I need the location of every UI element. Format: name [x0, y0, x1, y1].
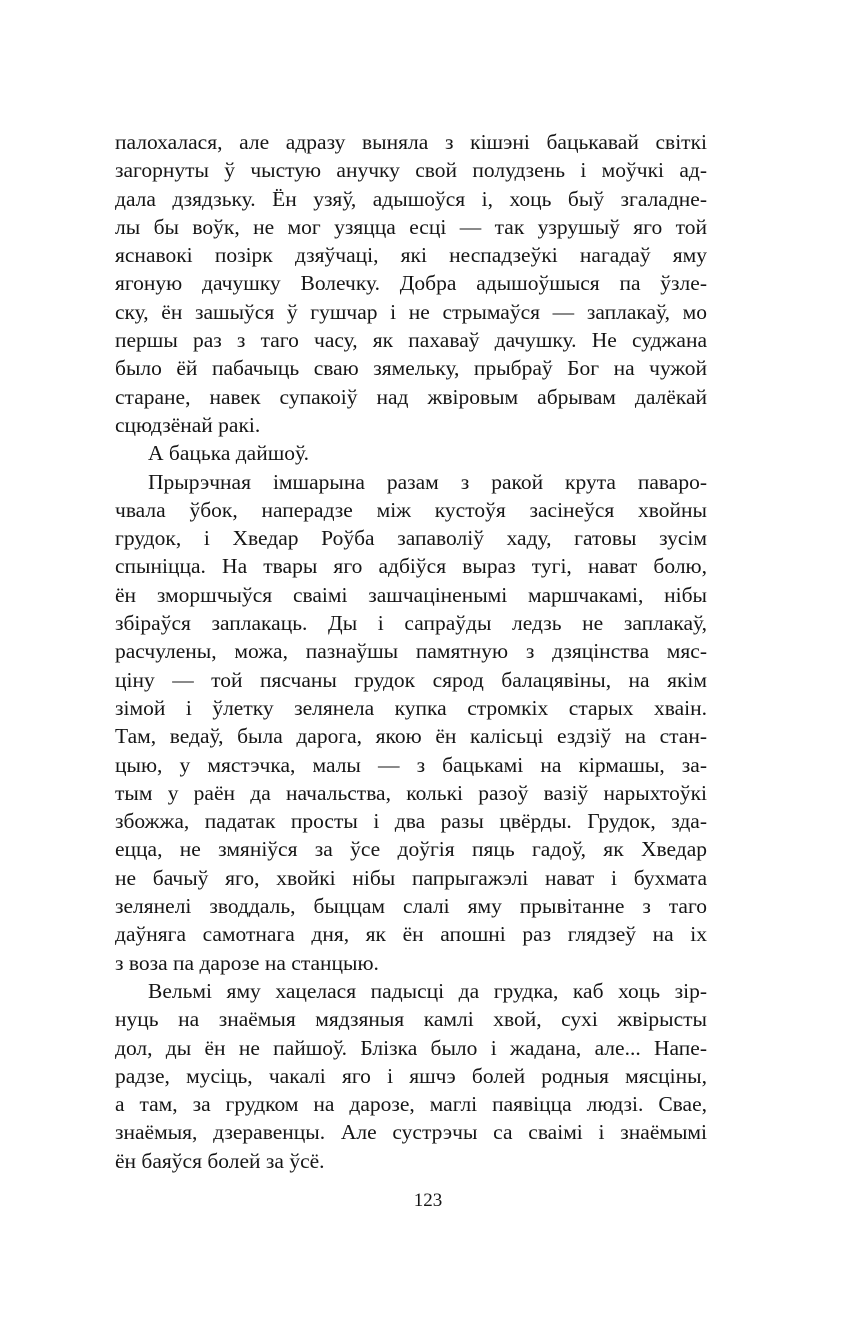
text-line: збожжа, падатак просты і два разы цвёрды. Грудок, зда- [115, 809, 707, 834]
text-line: чвала ўбок, наперадзе між кустоўя засінеўся хвойны [115, 497, 707, 522]
text-line: ён зморшчыўся сваімі зашчаціненымі маршчакамі, нібы [115, 582, 707, 607]
text-line: а там, за грудком на дарозе, маглі паявіцца людзі. Свае, [115, 1092, 707, 1117]
text-line: А бацька дайшоў. [148, 441, 309, 466]
text-line: лы бы воўк, не мог узяцца есці — так узрушыў яго той [115, 214, 707, 239]
text-line: Прырэчная імшарына разам з ракой крута паваро- [148, 469, 707, 494]
text-line: радзе, мусіць, чакалі яго і яшчэ болей родныя мясціны, [115, 1063, 707, 1088]
text-line: ску, ён зашыўся ў гушчар і не стрымаўся — заплакаў, мо [115, 299, 707, 324]
text-line: тым у раён да начальства, колькі разоў вазіў нарыхтоўкі [115, 780, 707, 805]
text-line: нуць на знаёмыя мядзяныя камлі хвой, сухі жвірысты [115, 1007, 707, 1032]
text-line: яснавокі позірк дзяўчаці, які неспадзеўкі нагадаў яму [115, 243, 707, 268]
text-line: грудок, і Хведар Роўба запаволіў хаду, гатовы зусім [115, 526, 707, 551]
text-line: Вельмі яму хацелася падысці да грудка, каб хоць зір- [148, 978, 707, 1003]
text-line: сцюдзёнай ракі. [115, 412, 261, 437]
page-number: 123 [413, 1190, 443, 1211]
text-line: зімой і ўлетку зелянела купка стромкіх старых хваін. [115, 695, 707, 720]
text-line: дала дзядзьку. Ён узяў, адышоўся і, хоць быў згаладне- [115, 186, 707, 211]
text-line: збіраўся заплакаць. Ды і сапраўды ледзь не заплакаў, [115, 611, 707, 636]
text-line: палохалася, але адразу выняла з кішэні бацькавай світкі [115, 130, 707, 154]
text-line: расчулены, можа, пазнаўшы памятную з дзяцінства мяс- [115, 639, 707, 664]
text-line: зелянелі зводдаль, быццам слалі яму прывітанне з таго [115, 894, 707, 919]
text-line: ягоную дачушку Волечку. Добра адышоўшыся па ўзле- [115, 271, 707, 296]
text-line: ціну — той пясчаны грудок сярод балацявіны, на якім [115, 667, 707, 692]
text-line: Там, ведаў, была дарога, якою ён калісьці ездзіў на стан- [115, 724, 707, 749]
text-line: не бачыў яго, хвойкі нібы папрыгажэлі нават і бухмата [115, 865, 707, 890]
text-line: старане, навек супакоіў над жвіровым абрывам далёкай [115, 384, 707, 409]
text-line: цыю, у мястэчка, малы — з бацькамі на кірмашы, за- [115, 752, 707, 777]
text-line: даўняга самотнага дня, як ён апошні раз глядзеў на іх [115, 922, 707, 947]
text-line: загорнуты ў чыстую анучку свой полудзень і моўчкі ад- [115, 158, 707, 183]
text-line: ён баяўся болей за ўсё. [115, 1148, 325, 1173]
text-line: было ёй пабачыць сваю зямельку, прыбраў Бог на чужой [115, 356, 707, 381]
text-line: дол, ды ён не пайшоў. Блізка было і жадана, але... Напе- [115, 1035, 707, 1060]
body-text [115, 128, 707, 1175]
text-line: першы раз з таго часу, як пахаваў дачушку. Не суджана [115, 328, 707, 353]
text-line: ецца, не змяніўся за ўсе доўгія пяць гадоў, як Хведар [115, 837, 707, 862]
text-line: з воза па дарозе на станцыю. [115, 950, 379, 975]
text-line: знаёмыя, дзеравенцы. Але сустрэчы са сваімі і знаёмымі [115, 1120, 707, 1145]
text-line: спыніцца. На твары яго адбіўся выраз тугі, нават болю, [115, 554, 707, 579]
